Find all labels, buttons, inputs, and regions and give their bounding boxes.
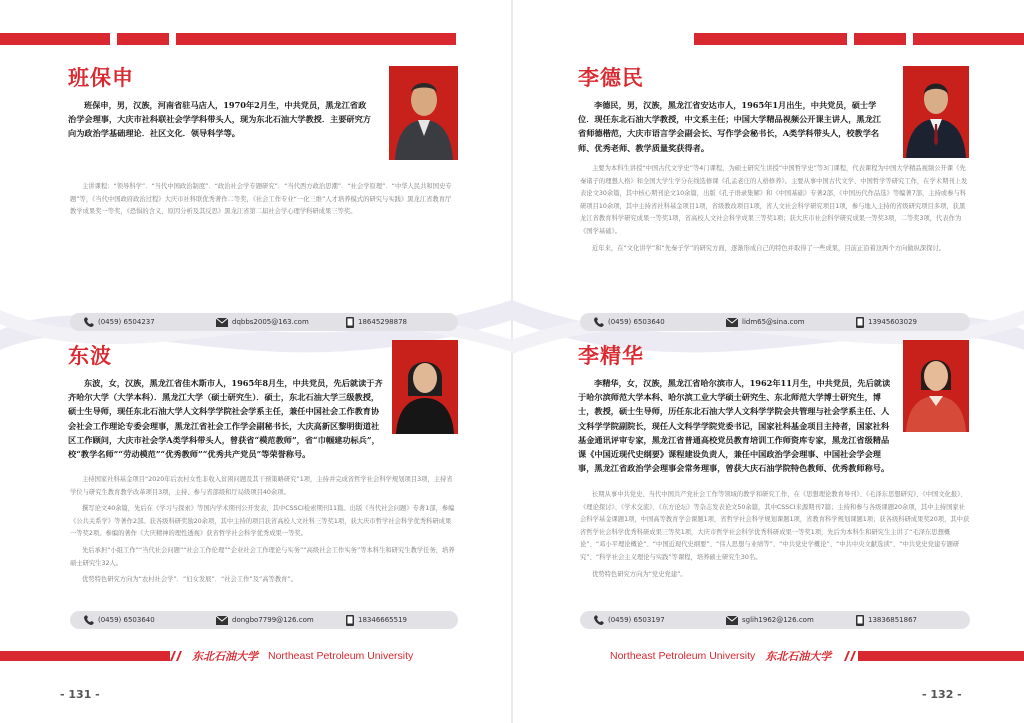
phone-item	[84, 611, 155, 629]
profile-bio: 李精华，女，汉族，黑龙江省哈尔滨市人，1962年11月生，中共党员，先后就读于哈尔滨师范大学本科、哈尔滨工业大学硕士研究生、东北师范大学博士研究生，博士，教授，硕士生导师，历任东北石油大学人文科学学院会共管理与社会学系主任、人文科学学院副院长，现任人文科学学院党委书记，国家社科基金项目主持者，国家社科基金通讯评审专家，黑龙江省普通高校党员教育培训工作师资库专家，黑龙江省级精品课《中国近现代史纲要》课程建设负责人，兼任中国政治学会理事、中国社会学会理事，黑龙江省政治学会理事会常务理事，曾获大庆石油学院特色教师、优秀教师称号。	[578, 378, 891, 474]
profile-name: 东波	[68, 343, 112, 368]
profile-bio: 班保申，男，汉族，河南省驻马店人，1970年2月生，中共党员，黑龙江省政治学会理事，大庆市社科联社会学学科带头人，现为东北石油大学教授．主要研究方向为政治学基础理论．社区文化．领导科学等。	[68, 100, 371, 139]
right-page	[512, 0, 1024, 723]
mobile-icon	[346, 615, 354, 626]
mobile-number: 18645298878	[358, 318, 407, 326]
header-bar	[694, 33, 847, 45]
footer-bar	[858, 651, 1024, 661]
phone-number: (0459) 6503640	[98, 616, 155, 624]
email-item	[726, 611, 814, 629]
university-name-en: Northeast Petroleum University	[610, 650, 756, 662]
mobile-number: 18346665519	[358, 616, 407, 624]
contact-bar	[70, 313, 458, 331]
portrait-photo	[903, 66, 969, 158]
header-bar	[854, 33, 906, 45]
phone-number: (0459) 6503197	[608, 616, 665, 624]
contact-bar	[580, 611, 970, 629]
phone-icon	[594, 317, 604, 327]
mail-icon	[726, 318, 738, 327]
phone-icon	[594, 615, 604, 625]
phone-item	[84, 313, 155, 331]
description-paragraph: 近年来，在“文化讲学”和“先秦子学”的研究方面，逐渐形成自己的特色并取得了一些成果，目前正沿着这两个方向做纵深探讨。	[592, 244, 946, 252]
portrait-photo	[903, 340, 969, 432]
mobile-number: 13836851867	[868, 616, 917, 624]
header-bar	[913, 33, 1024, 45]
mobile-item	[346, 313, 407, 331]
university-name-cn: 东北石油大学	[765, 650, 832, 663]
email-address[interactable]: sglih1962@126.com	[742, 616, 814, 624]
contact-bar	[580, 313, 970, 331]
description-paragraph: 主持国家社科基金项目“2020年后农村女性非收入贫困问题及其干预策略研究”1项，主持并完成省哲学社会科学规划项目3项，主持省学位与研究生教育教学改革项目3项，主持、参与省部级和厅局级项目40余项。	[70, 476, 453, 496]
phone-number: (0459) 6503640	[608, 318, 665, 326]
header-bar	[0, 33, 110, 45]
mobile-item	[856, 313, 917, 331]
mobile-item	[346, 611, 407, 629]
mobile-item	[856, 611, 917, 629]
email-item	[726, 313, 805, 331]
mail-icon	[726, 616, 738, 625]
email-address[interactable]: dongbo7799@126.com	[232, 616, 314, 624]
description-paragraph: 主要为本科生讲授“中国古代文学史”等4门课程，为硕士研究生讲授“中国哲学史”等3门课程，代表课程为中国大学精品视频公开课《先秦诸子的理想人格》和全国大学生学分在线选修课《孔孟老庄的人格修养》。主要从事中国古代文学、中国哲学等研究工作，在学术期刊上发表论文30余篇，其中核心期刊论文10余篇，出版《孔子语录集解》和《中国基础》专著2部，《中国历代作品选》等编著7部，主持或参与科研项目10余项，其中主持省社科基金项目1项，省级教改项目1项，省人文社会科学研究项目1项，参与地人主持的省级研究项目多项，获黑龙江省教育科学研究成果一等奖1项，省高校人文社会科学成果三等奖1项；获大庆市社会科学研究成果一等奖3项，二等奖3项，代表作为《国学基础》。	[580, 165, 968, 235]
description-paragraph: 主讲课程：“领导科学”．“当代中国政治制度”．“政治社会学专题研究”．“当代西方政治思潮”．“社会学原理”．“中华人民共和国史专题”等，《当代中国政府政治过程》大庆市社科联优秀著作二等奖，《社会工作专业“一化三维”人才培养模式的研究与实践》黑龙江省教育厅教学成果奖一等奖，《恐惧的含义、原因分析及其反思》黑龙江省第二届社会学心理学科研成果三等奖。	[70, 183, 452, 216]
email-item	[216, 611, 314, 629]
footer-stripes	[170, 651, 184, 661]
profile-bio: 李德民，男，汉族，黑龙江省安达市人，1965年1月出生，中共党员，硕士学位．现任东北石油大学教授，中文系主任；中国大学精品视频公开课主讲人，黑龙江省师德楷范，大庆市语言学会副会长、写作学会秘书长，A类学科带头人，校教学名师、优秀老师、教学质量奖获得者。	[578, 100, 881, 153]
description-paragraph: 先后承担“小组工作”“当代社会问题”“社会工作伦理”“企业社会工作理论与实务”“高级社会工作实务”等本科生和研究生教学任务，培养硕士研究生32人。	[70, 546, 455, 567]
header-bar	[176, 33, 456, 45]
description-paragraph: 优势特色研究方向为“农村社会学”．“妇女发展”．“社会工作”及“高等教育”。	[82, 576, 298, 584]
phone-number: (0459) 6504237	[98, 318, 155, 326]
university-name-en: Northeast Petroleum University	[268, 650, 414, 662]
page-number: - 132 -	[922, 688, 962, 701]
phone-icon	[84, 615, 94, 625]
phone-item	[594, 611, 665, 629]
mobile-icon	[346, 317, 354, 328]
email-item	[216, 313, 309, 331]
description-paragraph: 优势特色研究方向为“党史党建”。	[592, 570, 687, 578]
mail-icon	[216, 318, 228, 327]
mail-icon	[216, 616, 228, 625]
portrait-photo	[389, 66, 458, 160]
profile-description	[580, 163, 970, 259]
mobile-icon	[856, 615, 864, 626]
profile-bio: 东波，女，汉族，黑龙江省佳木斯市人，1965年8月生，中共党员，先后就读于齐齐哈尔大学（大学本科）．黑龙江大学（硕士研究生）．硕士，东北石油大学三级教授，硕士生导师，现任东北石油大学人文科学学院社会学系主任，兼任中国社会工作教育协会社会工作理论专委会理事，黑龙江省社会工作学会副秘书长，大庆高新区黎明街道社区工作顾问，大庆市社会学A类学科带头人，曾获省“模范教师”，省“巾帼建功标兵”，校“教学名师”“劳动模范”“优秀教师”“优秀共产党员”等荣誉称号。	[68, 378, 383, 460]
email-address[interactable]: lidm65@sina.com	[742, 318, 805, 326]
header-bar	[117, 33, 169, 45]
phone-item	[594, 313, 665, 331]
phone-icon	[84, 317, 94, 327]
profile-name: 李精华	[578, 343, 644, 368]
profile-description	[70, 474, 455, 591]
mobile-icon	[856, 317, 864, 328]
footer-bar	[0, 651, 170, 661]
description-paragraph: 长期从事中共党史、当代中国共产党社会工作等领域的教学和研究工作，在《思想理论教育导刊》、《毛泽东思想研究》、《中国文化报》、《理论探讨》、《学术交流》、《东方论坛》等杂志发表论文50余篇，其中CSSCI来源期刊7篇；主持和参与各级课题20余项，其中主持国家社会科学基金课题1项，中国高等教育学会课题1项，省哲学社会科学规划课题1项，省教育科学规划课题1项；获各级科研成果奖20项，其中获省哲学社会科学优秀科研成果三等奖1项，大庆市哲学社会科学优秀科研成果一等奖1项，先后为本科生和研究生主讲了“毛泽东思想概论”、“邓小平理论概论”、“中国近现代史纲要”、“伟人思想与业绩等”、“中共党史学概论”、“中共中央文献选读”、“中共党史党建专题研究”、“科学社会主义理论与实践”等课程，培养硕士研究生30名。	[580, 491, 970, 561]
portrait-photo	[392, 340, 458, 434]
profile-name: 李德民	[578, 65, 644, 90]
university-name-cn: 东北石油大学	[192, 650, 258, 663]
contact-bar	[70, 611, 458, 629]
email-address[interactable]: dqbbs2005@163.com	[232, 318, 309, 326]
page-number: - 131 -	[60, 688, 100, 701]
description-paragraph: 撰写论文40余篇，先后在《学习与探索》等国内学术期刊公开发表，其中CSSCI检索期刊11篇。出版《当代社会问题》专著1部，参编《公共关系学》等著作2部。获各级科研奖励20余项，其中主持的项目获省高校人文社科三等奖1项，获大庆市哲学社会科学优秀科研成果一等奖2项。参编的著作《大庆精神的理性透视》获省哲学社会科学优秀成果一等奖。	[70, 505, 455, 538]
profile-description	[580, 489, 970, 585]
mobile-number: 13945603029	[868, 318, 917, 326]
footer-stripes	[842, 651, 856, 661]
profile-name: 班保申	[68, 65, 134, 90]
profile-description	[70, 181, 455, 223]
university-logo	[192, 648, 413, 664]
university-logo	[610, 648, 831, 664]
